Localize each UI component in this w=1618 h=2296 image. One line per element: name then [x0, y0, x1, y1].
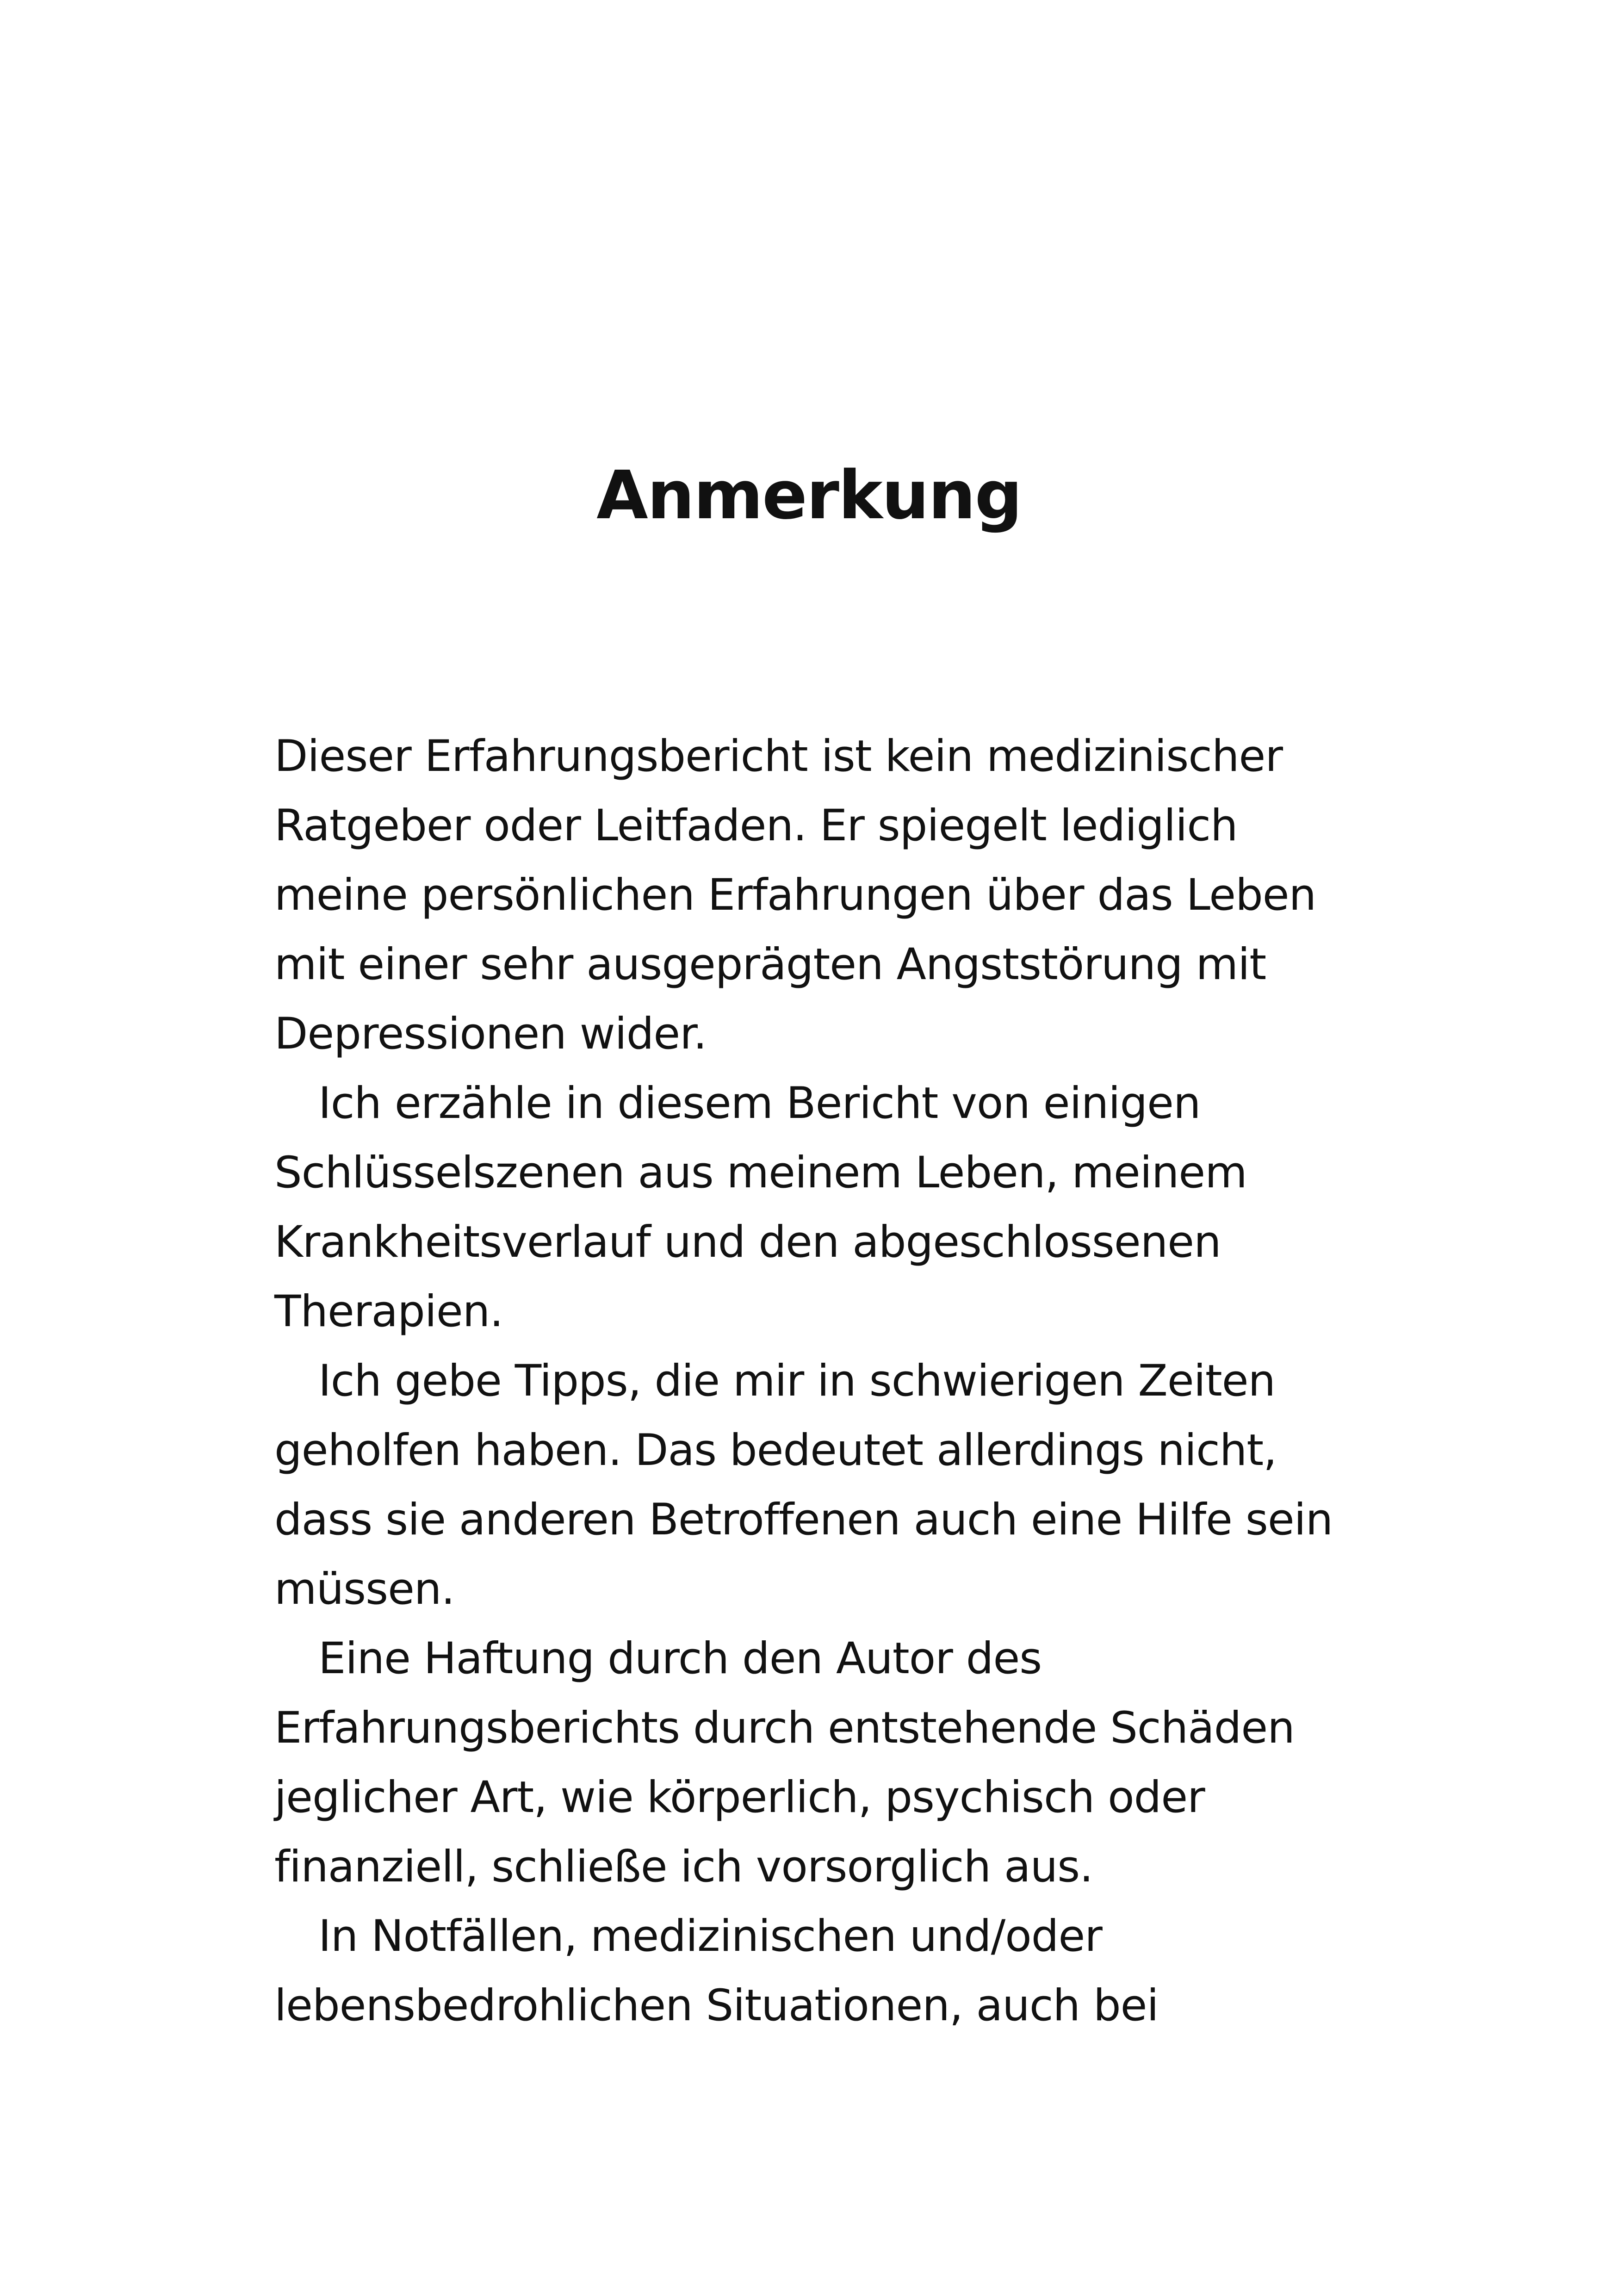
text-line: Depressionen wider.	[274, 1009, 707, 1059]
text-line: In Notfällen, medizinischen und/oder	[318, 1911, 1102, 1961]
text-line: geholfen haben. Das bedeutet allerdings nicht,	[274, 1425, 1277, 1476]
text-line: Schlüsselszenen aus meinem Leben, meinem	[274, 1148, 1247, 1198]
text-line: Ich erzähle in diesem Bericht von einigen	[318, 1078, 1201, 1129]
page-title: Anmerkung	[596, 456, 1022, 534]
text-line: Therapien.	[274, 1286, 503, 1337]
text-line: Ich gebe Tipps, die mir in schwierigen Zeiten	[318, 1356, 1276, 1406]
text-line: Eine Haftung durch den Autor des	[318, 1633, 1042, 1684]
text-line: jeglicher Art, wie körperlich, psychisch oder	[274, 1772, 1205, 1823]
text-line: Dieser Erfahrungsbericht ist kein medizinischer	[274, 731, 1283, 782]
text-line: Ratgeber oder Leitfaden. Er spiegelt lediglich	[274, 800, 1238, 851]
text-line: lebensbedrohlichen Situationen, auch bei	[274, 1980, 1159, 2031]
text-line: Erfahrungsberichts durch entstehende Schäden	[274, 1703, 1295, 1753]
text-line: Krankheitsverlauf und den abgeschlossenen	[274, 1217, 1221, 1267]
text-line: finanziell, schließe ich vorsorglich aus.	[274, 1842, 1093, 1892]
body-text	[274, 722, 1366, 2041]
text-line: dass sie anderen Betroffenen auch eine Hilfe sein	[274, 1495, 1333, 1545]
text-line: meine persönlichen Erfahrungen über das Leben	[274, 870, 1316, 920]
text-line: mit einer sehr ausgeprägten Angststörung mit	[274, 939, 1266, 990]
text-line: müssen.	[274, 1564, 455, 1614]
